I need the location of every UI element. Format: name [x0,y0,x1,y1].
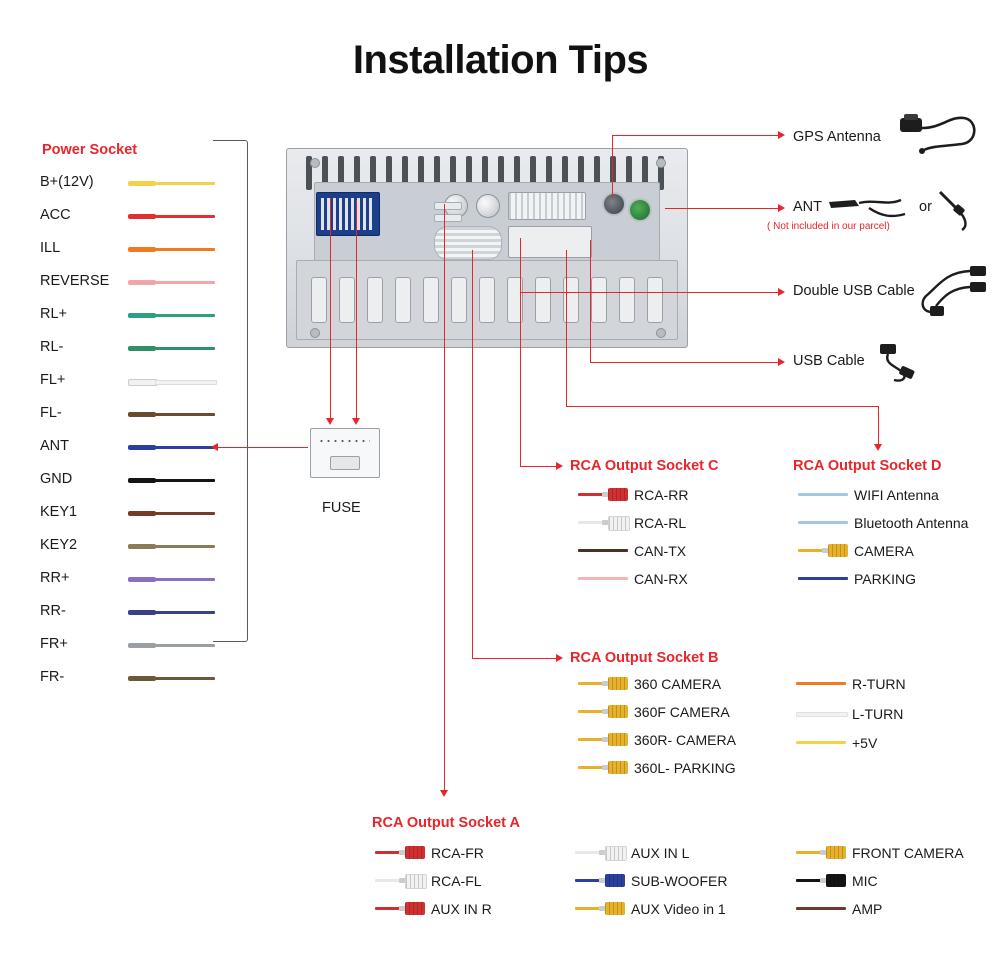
connector-line [218,447,308,448]
socket-d-item: PARKING [798,569,998,589]
wire-row: RR+ [40,574,270,588]
rca-plug-icon [599,846,625,859]
connector-arrow [778,204,785,212]
socket-a-item: AUX IN R [375,899,575,919]
socket-d-item: WIFI Antenna [798,485,998,505]
wire-line [155,281,215,284]
rca-plug-icon [602,705,628,718]
socket-d-item: CAMERA [798,541,998,561]
wire-line [155,545,215,548]
connector-line [472,658,558,659]
wire-stub [128,445,156,450]
wire-stub [128,280,156,285]
connector-arrow [556,654,563,662]
antenna-port [602,192,626,216]
or-label: or [919,199,932,215]
gps-port [628,198,652,222]
wire-stub [128,313,156,318]
rca-plug-icon [599,902,625,915]
socket-a-right-item: AMP [796,899,996,919]
socket-c-item: CAN-RX [578,569,778,589]
tab [434,214,462,222]
rca-plug-icon [399,846,425,859]
connector-line [472,250,473,658]
wire-row: ANT [40,442,270,456]
wire-stub [128,610,156,615]
wire-stub [128,379,158,386]
rca-plug-icon [822,544,848,557]
wire-row: RL+ [40,310,270,324]
wire-stub [128,511,156,516]
wire-line [155,611,215,614]
socket-b-item: 360 CAMERA [578,674,798,694]
connector-line [878,406,879,446]
wire-row: KEY2 [40,541,270,555]
socket-b-extra-item: R-TURN [796,674,996,694]
socket-b-extra-item: L-TURN [796,704,996,724]
wire-row: ILL [40,244,270,258]
connector-line [665,208,780,209]
connector-line [566,406,878,407]
gps-antenna-icon [898,112,984,156]
wire-row: ACC [40,211,270,225]
power-socket-heading: Power Socket [42,142,138,158]
ant-label: ANT [793,199,822,215]
connector-arrow [778,358,785,366]
ant-note: ( Not included in our parcel) [767,221,890,232]
socket-a-mid-item: SUB-WOOFER [575,871,785,891]
wire-row: REVERSE [40,277,270,291]
connector-arrow [778,288,785,296]
wire-line [155,578,215,581]
fuse-label: FUSE [322,500,361,516]
rca-plug-icon [820,846,846,859]
connector-line [356,200,357,420]
mic-plug-icon [820,874,846,887]
wire-line [155,644,215,647]
connector-arrow [326,418,334,425]
gps-antenna-label: GPS Antenna [793,129,881,145]
connector-line [520,466,558,467]
white-connector-top [508,192,586,220]
double-usb-cable-label: Double USB Cable [793,283,915,299]
socket-b-heading: RCA Output Socket B [570,650,719,666]
connector-line [330,198,331,420]
connector-line [612,135,613,198]
socket-d-heading: RCA Output Socket D [793,458,942,474]
wire-row: FR+ [40,640,270,654]
connector-line [612,135,780,136]
wire-stub [128,346,156,351]
connector-arrow [352,418,360,425]
wire-stub [128,577,156,582]
rca-plug-icon [602,733,628,746]
socket-c-item: CAN-TX [578,541,778,561]
connector-arrow [556,462,563,470]
wire-line [155,413,215,416]
fuse-box-illustration [310,428,380,478]
socket-a-item: RCA-FL [375,871,575,891]
socket-b-item: 360R- CAMERA [578,730,798,750]
wire-line [155,380,217,385]
connector-line [590,240,591,362]
wire-line [155,479,215,482]
connector-line [520,292,780,293]
socket-b-item: 360F CAMERA [578,702,798,722]
connector-line [444,204,445,792]
wire-row: GND [40,475,270,489]
tab [434,202,462,210]
wire-line [155,347,215,350]
socket-c-item: RCA-RL [578,513,778,533]
socket-a-right-item: MIC [796,871,996,891]
wire-row: KEY1 [40,508,270,522]
wire-row: B+(12V) [40,178,270,192]
socket-c-heading: RCA Output Socket C [570,458,719,474]
wire-line [155,314,215,317]
wire-stub [128,412,156,417]
wire-line [155,215,215,218]
socket-a-mid-item: AUX Video in 1 [575,899,785,919]
page-title: Installation Tips [352,38,649,82]
wire-stub [128,478,156,483]
rca-plug-icon [399,874,425,887]
rca-plug-icon [602,516,628,529]
wire-row: FL+ [40,376,270,390]
socket-b-extra-item: +5V [796,733,996,753]
connector-arrow [211,443,218,451]
wire-row: FR- [40,673,270,687]
wire-line [155,182,215,185]
wire-stub [128,544,156,549]
usb-cable-label: USB Cable [793,353,865,369]
power-socket-harness [40,140,300,685]
usb-cable-icon [876,340,936,384]
blue-connector [316,192,380,236]
socket-a-mid-item: AUX IN L [575,843,785,863]
wire-line [155,446,215,449]
wire-row: FL- [40,409,270,423]
wire-stub [128,676,156,681]
connector-arrow [778,131,785,139]
rca-plug-icon [602,761,628,774]
connector-line [520,246,521,466]
socket-a-item: RCA-FR [375,843,575,863]
rca-plug-icon [602,488,628,501]
wire-stub [128,214,156,219]
wire-stub [128,643,156,648]
rca-plug-icon [599,874,625,887]
connector-line [566,250,567,406]
wire-stub [128,181,156,186]
socket-d-item: Bluetooth Antenna [798,513,998,533]
wire-row: RL- [40,343,270,357]
ant-antenna-alt-icon [932,188,990,234]
ant-antenna-icon [825,190,911,224]
socket-a-right-item: FRONT CAMERA [796,843,996,863]
wire-stub [128,247,156,252]
connector-arrow [440,790,448,797]
lower-mount-panel [296,260,678,340]
wire-line [155,512,215,515]
socket-c-item: RCA-RR [578,485,778,505]
double-usb-cable-icon [916,262,990,320]
connector-line [590,362,780,363]
wire-line [155,248,215,251]
socket-b-item: 360L- PARKING [578,758,798,778]
rca-plug-icon [399,902,425,915]
knob-right [476,194,500,218]
connector-arrow [874,444,882,451]
rca-plug-icon [602,677,628,690]
socket-a-heading: RCA Output Socket A [372,815,520,831]
head-unit-illustration [286,148,688,348]
wire-line [155,677,215,680]
wire-row: RR- [40,607,270,621]
